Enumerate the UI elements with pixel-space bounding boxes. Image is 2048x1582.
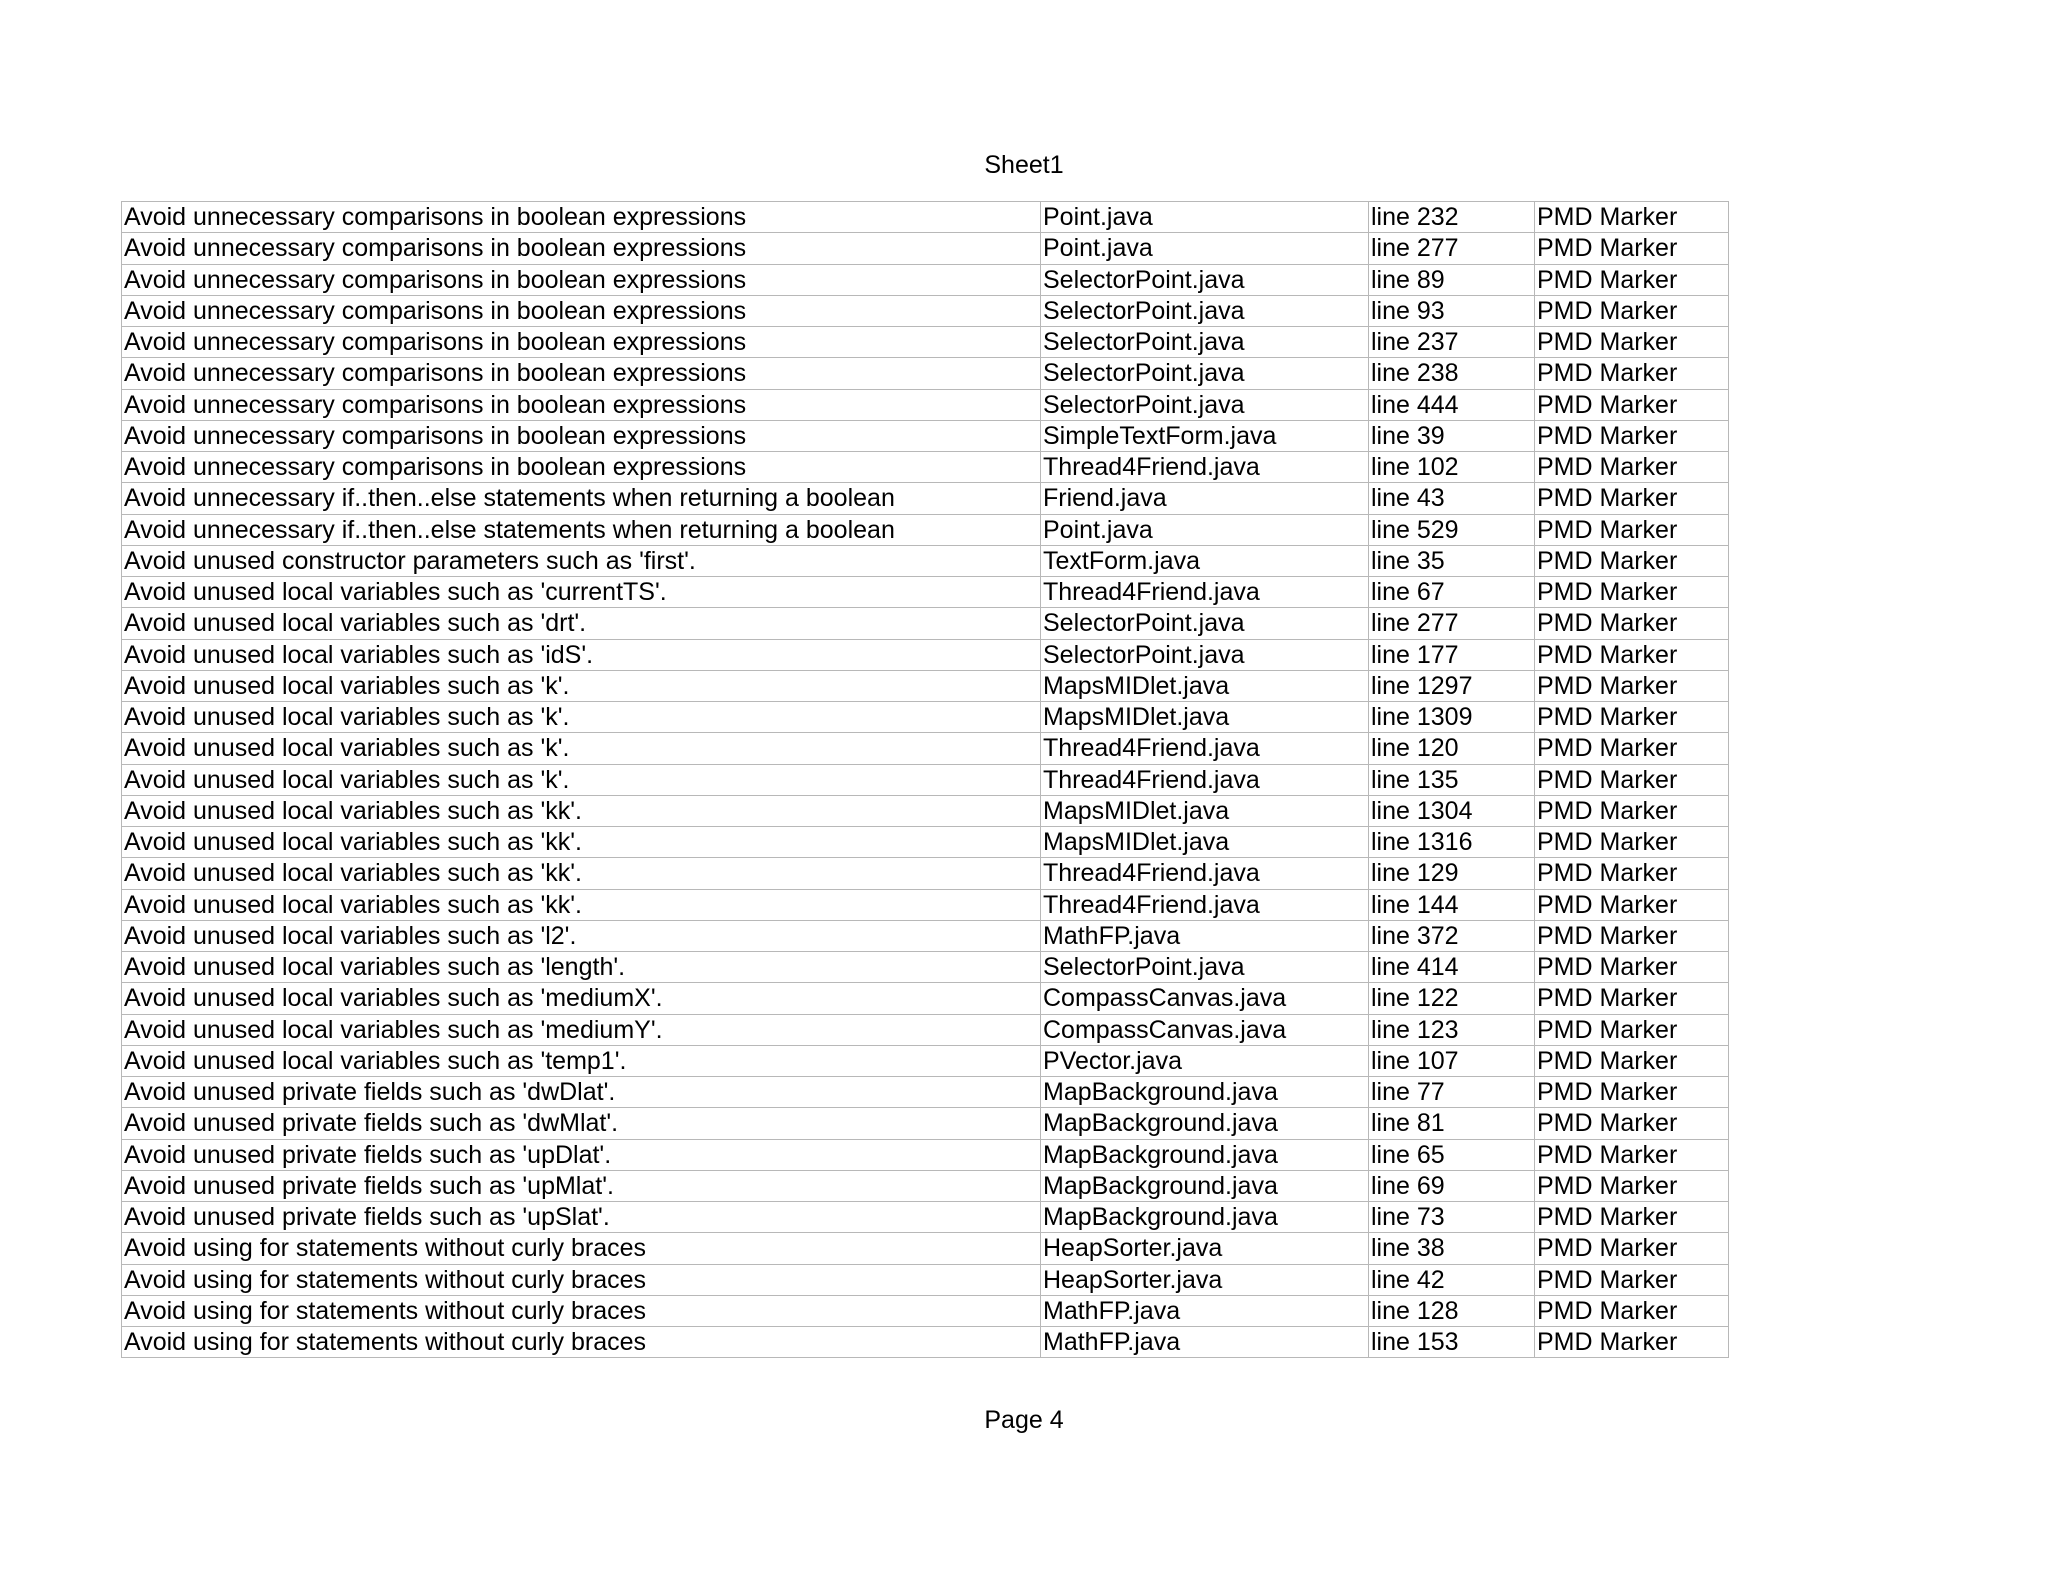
message-cell: Avoid unused local variables such as 'k'.	[122, 764, 1041, 795]
file-cell: MathFP.java	[1041, 1327, 1369, 1358]
file-cell: MapBackground.java	[1041, 1139, 1369, 1170]
marker-cell: PMD Marker	[1535, 1202, 1729, 1233]
message-cell: Avoid unused local variables such as 'drt'.	[122, 608, 1041, 639]
table-row	[122, 233, 1729, 264]
line-cell: line 73	[1369, 1202, 1535, 1233]
file-cell: Thread4Friend.java	[1041, 764, 1369, 795]
file-cell: MapsMIDlet.java	[1041, 702, 1369, 733]
line-cell: line 529	[1369, 514, 1535, 545]
file-cell: SelectorPoint.java	[1041, 327, 1369, 358]
table-row	[122, 358, 1729, 389]
table-row	[122, 952, 1729, 983]
file-cell: SelectorPoint.java	[1041, 952, 1369, 983]
marker-cell: PMD Marker	[1535, 389, 1729, 420]
line-cell: line 238	[1369, 358, 1535, 389]
file-cell: HeapSorter.java	[1041, 1233, 1369, 1264]
message-cell: Avoid unused private fields such as 'dwDlat'.	[122, 1077, 1041, 1108]
line-cell: line 77	[1369, 1077, 1535, 1108]
message-cell: Avoid unused local variables such as 'kk'.	[122, 795, 1041, 826]
file-cell: Point.java	[1041, 233, 1369, 264]
line-cell: line 38	[1369, 1233, 1535, 1264]
line-cell: line 102	[1369, 452, 1535, 483]
message-cell: Avoid using for statements without curly braces	[122, 1233, 1041, 1264]
line-cell: line 128	[1369, 1295, 1535, 1326]
table-row	[122, 858, 1729, 889]
table-row	[122, 827, 1729, 858]
message-cell: Avoid unnecessary comparisons in boolean expressions	[122, 233, 1041, 264]
file-cell: PVector.java	[1041, 1045, 1369, 1076]
message-cell: Avoid unused constructor parameters such as 'first'.	[122, 545, 1041, 576]
marker-cell: PMD Marker	[1535, 1295, 1729, 1326]
file-cell: MapsMIDlet.java	[1041, 827, 1369, 858]
file-cell: SelectorPoint.java	[1041, 358, 1369, 389]
sheet-title: Sheet1	[984, 151, 1064, 179]
message-cell: Avoid unused local variables such as 'temp1'.	[122, 1045, 1041, 1076]
marker-cell: PMD Marker	[1535, 514, 1729, 545]
table-row	[122, 1077, 1729, 1108]
marker-cell: PMD Marker	[1535, 1077, 1729, 1108]
marker-cell: PMD Marker	[1535, 702, 1729, 733]
line-cell: line 144	[1369, 889, 1535, 920]
marker-cell: PMD Marker	[1535, 670, 1729, 701]
table-row	[122, 1139, 1729, 1170]
file-cell: Point.java	[1041, 202, 1369, 233]
file-cell: SelectorPoint.java	[1041, 639, 1369, 670]
file-cell: SelectorPoint.java	[1041, 608, 1369, 639]
message-cell: Avoid unused private fields such as 'upSlat'.	[122, 1202, 1041, 1233]
line-cell: line 122	[1369, 983, 1535, 1014]
message-cell: Avoid unnecessary comparisons in boolean expressions	[122, 420, 1041, 451]
message-cell: Avoid unused local variables such as 'length'.	[122, 952, 1041, 983]
marker-cell: PMD Marker	[1535, 1327, 1729, 1358]
table-row	[122, 983, 1729, 1014]
file-cell: SelectorPoint.java	[1041, 389, 1369, 420]
message-cell: Avoid unused local variables such as 'k'.	[122, 670, 1041, 701]
message-cell: Avoid unused local variables such as 'l2'.	[122, 920, 1041, 951]
file-cell: SimpleTextForm.java	[1041, 420, 1369, 451]
file-cell: Thread4Friend.java	[1041, 858, 1369, 889]
marker-cell: PMD Marker	[1535, 545, 1729, 576]
message-cell: Avoid unused private fields such as 'dwMlat'.	[122, 1108, 1041, 1139]
file-cell: Thread4Friend.java	[1041, 452, 1369, 483]
line-cell: line 123	[1369, 1014, 1535, 1045]
table-row	[122, 483, 1729, 514]
line-cell: line 43	[1369, 483, 1535, 514]
message-cell: Avoid unused private fields such as 'upMlat'.	[122, 1170, 1041, 1201]
message-cell: Avoid unnecessary comparisons in boolean expressions	[122, 295, 1041, 326]
table-row	[122, 452, 1729, 483]
file-cell: SelectorPoint.java	[1041, 264, 1369, 295]
table-row	[122, 545, 1729, 576]
file-cell: Thread4Friend.java	[1041, 889, 1369, 920]
marker-cell: PMD Marker	[1535, 889, 1729, 920]
line-cell: line 237	[1369, 327, 1535, 358]
file-cell: MathFP.java	[1041, 920, 1369, 951]
file-cell: MapBackground.java	[1041, 1108, 1369, 1139]
message-cell: Avoid unused local variables such as 'k'.	[122, 702, 1041, 733]
line-cell: line 67	[1369, 577, 1535, 608]
table-row	[122, 764, 1729, 795]
message-cell: Avoid unused local variables such as 'kk'.	[122, 889, 1041, 920]
line-cell: line 232	[1369, 202, 1535, 233]
table-row	[122, 1202, 1729, 1233]
table-row	[122, 795, 1729, 826]
message-cell: Avoid using for statements without curly braces	[122, 1327, 1041, 1358]
message-cell: Avoid unused local variables such as 'k'.	[122, 733, 1041, 764]
marker-cell: PMD Marker	[1535, 327, 1729, 358]
table-row	[122, 1233, 1729, 1264]
line-cell: line 120	[1369, 733, 1535, 764]
file-cell: MapBackground.java	[1041, 1170, 1369, 1201]
marker-cell: PMD Marker	[1535, 420, 1729, 451]
table-row	[122, 1108, 1729, 1139]
file-cell: MathFP.java	[1041, 1295, 1369, 1326]
file-cell: MapBackground.java	[1041, 1202, 1369, 1233]
marker-cell: PMD Marker	[1535, 483, 1729, 514]
message-cell: Avoid unnecessary comparisons in boolean expressions	[122, 327, 1041, 358]
marker-cell: PMD Marker	[1535, 577, 1729, 608]
marker-cell: PMD Marker	[1535, 639, 1729, 670]
file-cell: MapsMIDlet.java	[1041, 670, 1369, 701]
file-cell: TextForm.java	[1041, 545, 1369, 576]
message-cell: Avoid unnecessary comparisons in boolean expressions	[122, 452, 1041, 483]
pmd-report-table	[121, 201, 1729, 1358]
marker-cell: PMD Marker	[1535, 920, 1729, 951]
line-cell: line 277	[1369, 233, 1535, 264]
table-row	[122, 420, 1729, 451]
file-cell: MapBackground.java	[1041, 1077, 1369, 1108]
message-cell: Avoid unused private fields such as 'upDlat'.	[122, 1139, 1041, 1170]
line-cell: line 444	[1369, 389, 1535, 420]
marker-cell: PMD Marker	[1535, 233, 1729, 264]
message-cell: Avoid unused local variables such as 'idS'.	[122, 639, 1041, 670]
marker-cell: PMD Marker	[1535, 1014, 1729, 1045]
marker-cell: PMD Marker	[1535, 1170, 1729, 1201]
line-cell: line 1309	[1369, 702, 1535, 733]
message-cell: Avoid unnecessary comparisons in boolean expressions	[122, 264, 1041, 295]
message-cell: Avoid unused local variables such as 'mediumX'.	[122, 983, 1041, 1014]
line-cell: line 35	[1369, 545, 1535, 576]
report-body	[122, 202, 1729, 1358]
line-cell: line 153	[1369, 1327, 1535, 1358]
message-cell: Avoid unnecessary comparisons in boolean expressions	[122, 389, 1041, 420]
page-number: Page 4	[984, 1406, 1064, 1434]
message-cell: Avoid using for statements without curly braces	[122, 1264, 1041, 1295]
table-row	[122, 733, 1729, 764]
table-row	[122, 295, 1729, 326]
message-cell: Avoid unnecessary if..then..else statements when returning a boolean	[122, 483, 1041, 514]
line-cell: line 65	[1369, 1139, 1535, 1170]
marker-cell: PMD Marker	[1535, 1045, 1729, 1076]
table-row	[122, 702, 1729, 733]
table-row	[122, 1264, 1729, 1295]
line-cell: line 177	[1369, 639, 1535, 670]
line-cell: line 414	[1369, 952, 1535, 983]
table-row	[122, 264, 1729, 295]
file-cell: Friend.java	[1041, 483, 1369, 514]
table-row	[122, 1327, 1729, 1358]
table-row	[122, 1295, 1729, 1326]
table-row	[122, 389, 1729, 420]
marker-cell: PMD Marker	[1535, 1139, 1729, 1170]
file-cell: MapsMIDlet.java	[1041, 795, 1369, 826]
message-cell: Avoid unnecessary comparisons in boolean expressions	[122, 202, 1041, 233]
line-cell: line 1316	[1369, 827, 1535, 858]
file-cell: CompassCanvas.java	[1041, 983, 1369, 1014]
table-row	[122, 1170, 1729, 1201]
table-row	[122, 608, 1729, 639]
marker-cell: PMD Marker	[1535, 733, 1729, 764]
line-cell: line 107	[1369, 1045, 1535, 1076]
message-cell: Avoid unnecessary if..then..else statements when returning a boolean	[122, 514, 1041, 545]
marker-cell: PMD Marker	[1535, 827, 1729, 858]
line-cell: line 372	[1369, 920, 1535, 951]
file-cell: Point.java	[1041, 514, 1369, 545]
marker-cell: PMD Marker	[1535, 1233, 1729, 1264]
marker-cell: PMD Marker	[1535, 764, 1729, 795]
file-cell: HeapSorter.java	[1041, 1264, 1369, 1295]
marker-cell: PMD Marker	[1535, 202, 1729, 233]
line-cell: line 42	[1369, 1264, 1535, 1295]
table-row	[122, 514, 1729, 545]
file-cell: Thread4Friend.java	[1041, 577, 1369, 608]
table-row	[122, 327, 1729, 358]
table-row	[122, 1014, 1729, 1045]
marker-cell: PMD Marker	[1535, 1264, 1729, 1295]
line-cell: line 277	[1369, 608, 1535, 639]
table-row	[122, 920, 1729, 951]
line-cell: line 89	[1369, 264, 1535, 295]
line-cell: line 69	[1369, 1170, 1535, 1201]
line-cell: line 129	[1369, 858, 1535, 889]
marker-cell: PMD Marker	[1535, 264, 1729, 295]
line-cell: line 1297	[1369, 670, 1535, 701]
table-row	[122, 1045, 1729, 1076]
line-cell: line 93	[1369, 295, 1535, 326]
message-cell: Avoid using for statements without curly braces	[122, 1295, 1041, 1326]
marker-cell: PMD Marker	[1535, 795, 1729, 826]
message-cell: Avoid unnecessary comparisons in boolean expressions	[122, 358, 1041, 389]
marker-cell: PMD Marker	[1535, 358, 1729, 389]
line-cell: line 81	[1369, 1108, 1535, 1139]
marker-cell: PMD Marker	[1535, 952, 1729, 983]
table-row	[122, 202, 1729, 233]
file-cell: CompassCanvas.java	[1041, 1014, 1369, 1045]
file-cell: Thread4Friend.java	[1041, 733, 1369, 764]
table-row	[122, 639, 1729, 670]
marker-cell: PMD Marker	[1535, 1108, 1729, 1139]
marker-cell: PMD Marker	[1535, 295, 1729, 326]
marker-cell: PMD Marker	[1535, 452, 1729, 483]
message-cell: Avoid unused local variables such as 'currentTS'.	[122, 577, 1041, 608]
message-cell: Avoid unused local variables such as 'kk'.	[122, 858, 1041, 889]
file-cell: SelectorPoint.java	[1041, 295, 1369, 326]
line-cell: line 39	[1369, 420, 1535, 451]
line-cell: line 135	[1369, 764, 1535, 795]
marker-cell: PMD Marker	[1535, 608, 1729, 639]
line-cell: line 1304	[1369, 795, 1535, 826]
table-row	[122, 577, 1729, 608]
marker-cell: PMD Marker	[1535, 858, 1729, 889]
table-row	[122, 670, 1729, 701]
message-cell: Avoid unused local variables such as 'kk'.	[122, 827, 1041, 858]
table-row	[122, 889, 1729, 920]
marker-cell: PMD Marker	[1535, 983, 1729, 1014]
message-cell: Avoid unused local variables such as 'mediumY'.	[122, 1014, 1041, 1045]
